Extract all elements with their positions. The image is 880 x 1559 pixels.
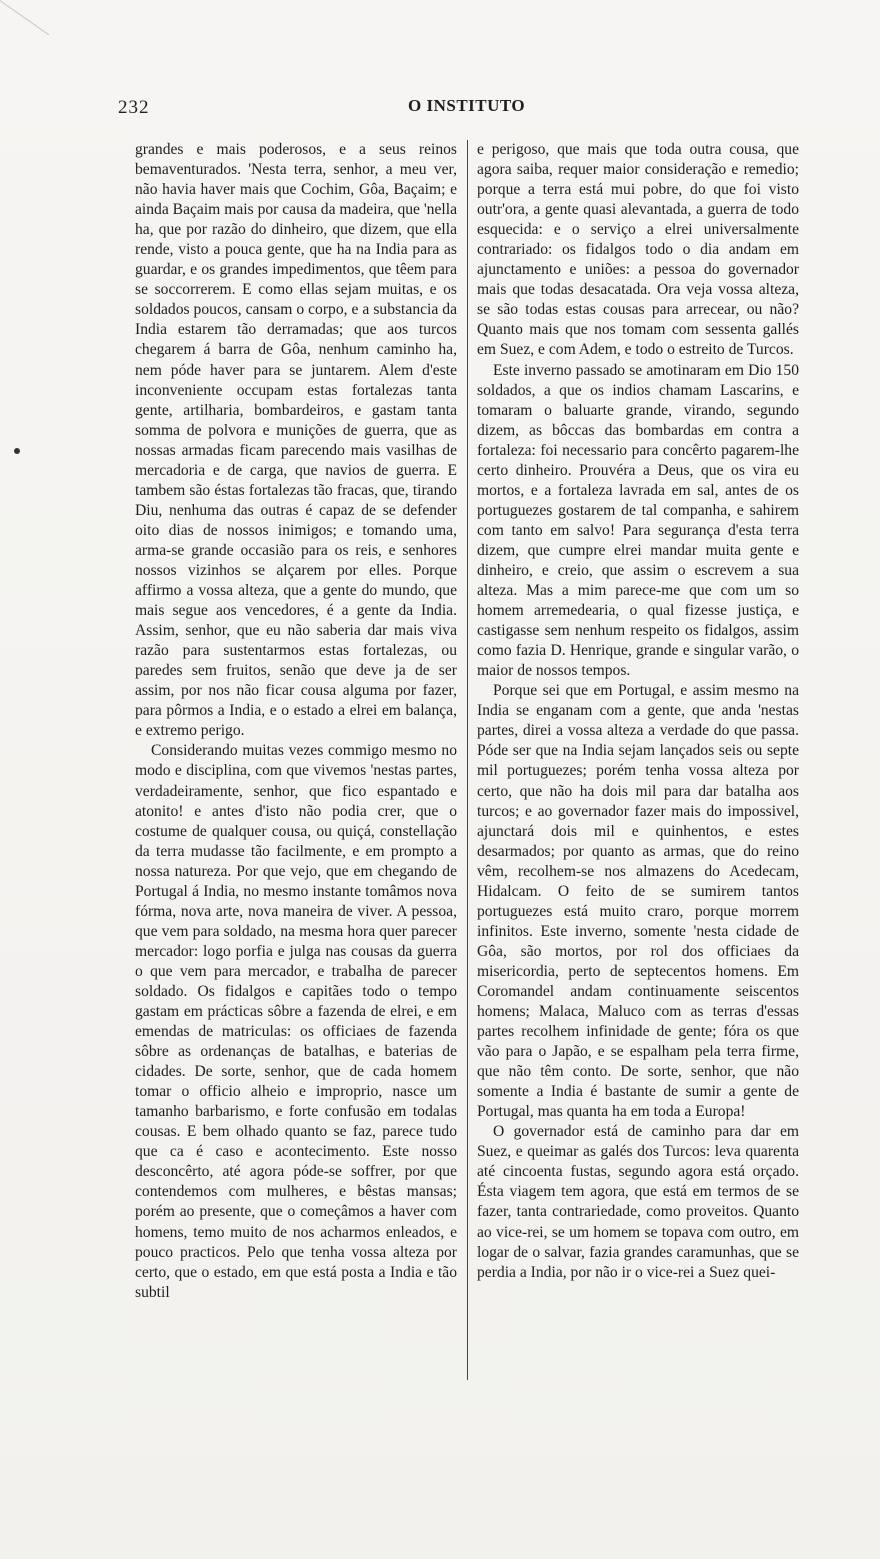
paragraph: grandes e mais poderosos, e a seus reinos bemaventurados. 'Nesta terra, senhor, a meu ver, não havia haver mais que Cochim, Gôa, Baçaim; e ainda Baçaim mais por causa da madeira, que 'nella ha, que por razão do dinheiro, que dizem, que ella rende, visto a pouca gente, que ha na India para as guardar, e os grandes impedimentos, que têem para se soccorrerem. E como ellas sejam muitas, e os soldados poucos, cansam o corpo, e a substancia da India estarem tão derramadas; que aos turcos chegarem á barra de Gôa, nenhum caminho ha, nem póde haver para se juntarem. Alem d'este inconveniente occupam estas fortalezas tanta gente, artilharia, bombardeiros, e gastam tanta somma de polvora e munições de guerra, que as nossas armadas ficam parecendo mais vasilhas de mercadoria e de carga, que navios de guerra. E tambem são éstas fortalezas tão fracas, que, tirando Diu, nenhuma das outras é capaz de se defender oito dias de nossos inimigos; e tomando uma, arma-se grande occasião para os reis, e senhores nossos vizinhos se alçarem por elles. Porque affirmo a vossa alteza, que a gente do mundo, que mais segue aos vencedores, é a gente da India. Assim, senhor, que eu não saberia dar mais viva razão para sustentarmos estas fortalezas, ou paredes sem fruitos, senão que deve ja de ser assim, por nos não ficar cousa alguma por fazer, para pôrmos a India, e o estado a elrei em balança, e extremo perigo. <box>135 141 457 740</box>
left-column <box>135 140 457 1303</box>
paragraph: e perigoso, que mais que toda outra cousa, que agora saiba, requer maior consideração e remedio; porque a terra está mui pobre, do que foi visto outr'ora, a gente quasi alevantada, a guerra de todo esquecida: e o serviço a elrei universalmente contrariado: os fidalgos todo o dia andam em ajunctamento e uniões: a pessoa do governador mais que todas desacatada. Ora veja vossa alteza, se são todas estas cousas para arrecear, ou não? Quanto mais que nos tomam com sessenta gallés em Suez, e com Adem, e todo o estreito de Turcos. <box>477 141 799 359</box>
column-divider <box>467 140 468 1380</box>
paragraph: O governador está de caminho para dar em Suez, e queimar as galés dos Turcos: leva quarenta até cincoenta fustas, segundo agora está orçado. Ésta viagem tem agora, que está em termos de se fazer, tanta contrariedade, como proveitos. Quanto ao vice-rei, se um homem se topava com outro, em logar de o salvar, fazia grandes caramunhas, que se perdia a India, por não ir o vice-rei a Suez quei- <box>477 1123 799 1281</box>
paragraph: Considerando muitas vezes commigo mesmo no modo e disciplina, com que vivemos 'nestas partes, verdadeiramente, senhor, que fico espantado e atonito! e antes d'isto não podia crer, que o costume de qualquer cousa, ou quiçá, constellação da terra mudasse tão facilmente, e em prompto a nossa natureza. Por que vejo, que em chegando de Portugal á India, no mesmo instante tomâmos nova fórma, nova arte, nova maneira de viver. A pessoa, que vem para soldado, na mesma hora quer parecer mercador: logo porfia e julga nas cousas da guerra o que vem para mercador, e trabalha de parecer soldado. Os fidalgos e capitães todo o tempo gastam em prácticas sôbre a fazenda de elrei, e em emendas de matriculas: os officiaes de fazenda sôbre as ordenanças de batalhas, e baterias de cidades. De sorte, senhor, que de cada homem tomar o officio alheio e improprio, nasce um tamanho barbarismo, e forte confusão em todalas cousas. E bem olhado quanto se faz, parece tudo que ca é caso e acontecimento. Este nosso desconcêrto, até agora póde-se soffrer, por que contendemos com mulheres, e bêstas mansas; porém ao presente, que o começâmos a haver com homens, temo muito de nos acharmos enleados, e pouco practicos. Pelo que tenha vossa alteza por certo, que o estado, em que está posta a India e tão subtil <box>135 742 457 1301</box>
paragraph: Este inverno passado se amotinaram em Dio 150 soldados, a que os indios chamam Lascarins, e tomaram o baluarte grande, virando, segundo dizem, as bôccas das bombardas em contra a fortaleza: foi necessario para concêrto pagarem-lhe certo dinheiro. Prouvéra a Deus, que os vira eu mortos, e a fortaleza lavrada em sal, antes de os portuguezes gostarem de tal companha, e sahirem com tanto em salvo! Para segurança d'esta terra dizem, que cumpre elrei mandar muita gente e dinheiro, e creio, que assim o escrevem a sua alteza. Mas a mim parece-me que com um so homem arremedearia, o qual fizesse justiça, e castigasse sem nenhum respeito os fidalgos, assim como fazia D. Henrique, grande e singular varão, o maior de nossos tempos. <box>477 361 799 680</box>
page-corner-mark <box>0 0 49 84</box>
running-head-title: O INSTITUTO <box>408 96 526 115</box>
paragraph: Porque sei que em Portugal, e assim mesmo na India se enganam com a gente, que anda 'nestas partes, direi a vossa alteza a verdade do que passa. Póde ser que na India sejam lançados seis ou septe mil portuguezes; porém tenha vossa alteza por certo, que não ha dois mil para dar batalha aos turcos; e ao governador fazer mais do impossivel, ajunctará dois mil e quinhentos, e estes desarmados; por quanto as armas, que do reino vêm, recolhem-se nos almazens do Acedecam, Hidalcam. O feito de se sumirem tantos portuguezes está muito craro, porque morrem infinitos. Este inverno, somente 'nesta cidade de Gôa, são mortos, por rol dos officiaes da misericordia, perto de septecentos homens. Em Coromandel andam continuamente seiscentos homens; Malaca, Maluco com as terras d'essas partes recolhem infinidade de gente; fóra os que vão para o Japão, e se espalham pela terra firme, que não têm conto. De sorte, senhor, que não somente a India é bastante de sumir a gente de Portugal, mas quanta ha em toda a Europa! <box>477 682 799 1121</box>
margin-dot <box>14 448 20 454</box>
right-column <box>477 140 799 1283</box>
page-number: 232 <box>118 97 150 118</box>
